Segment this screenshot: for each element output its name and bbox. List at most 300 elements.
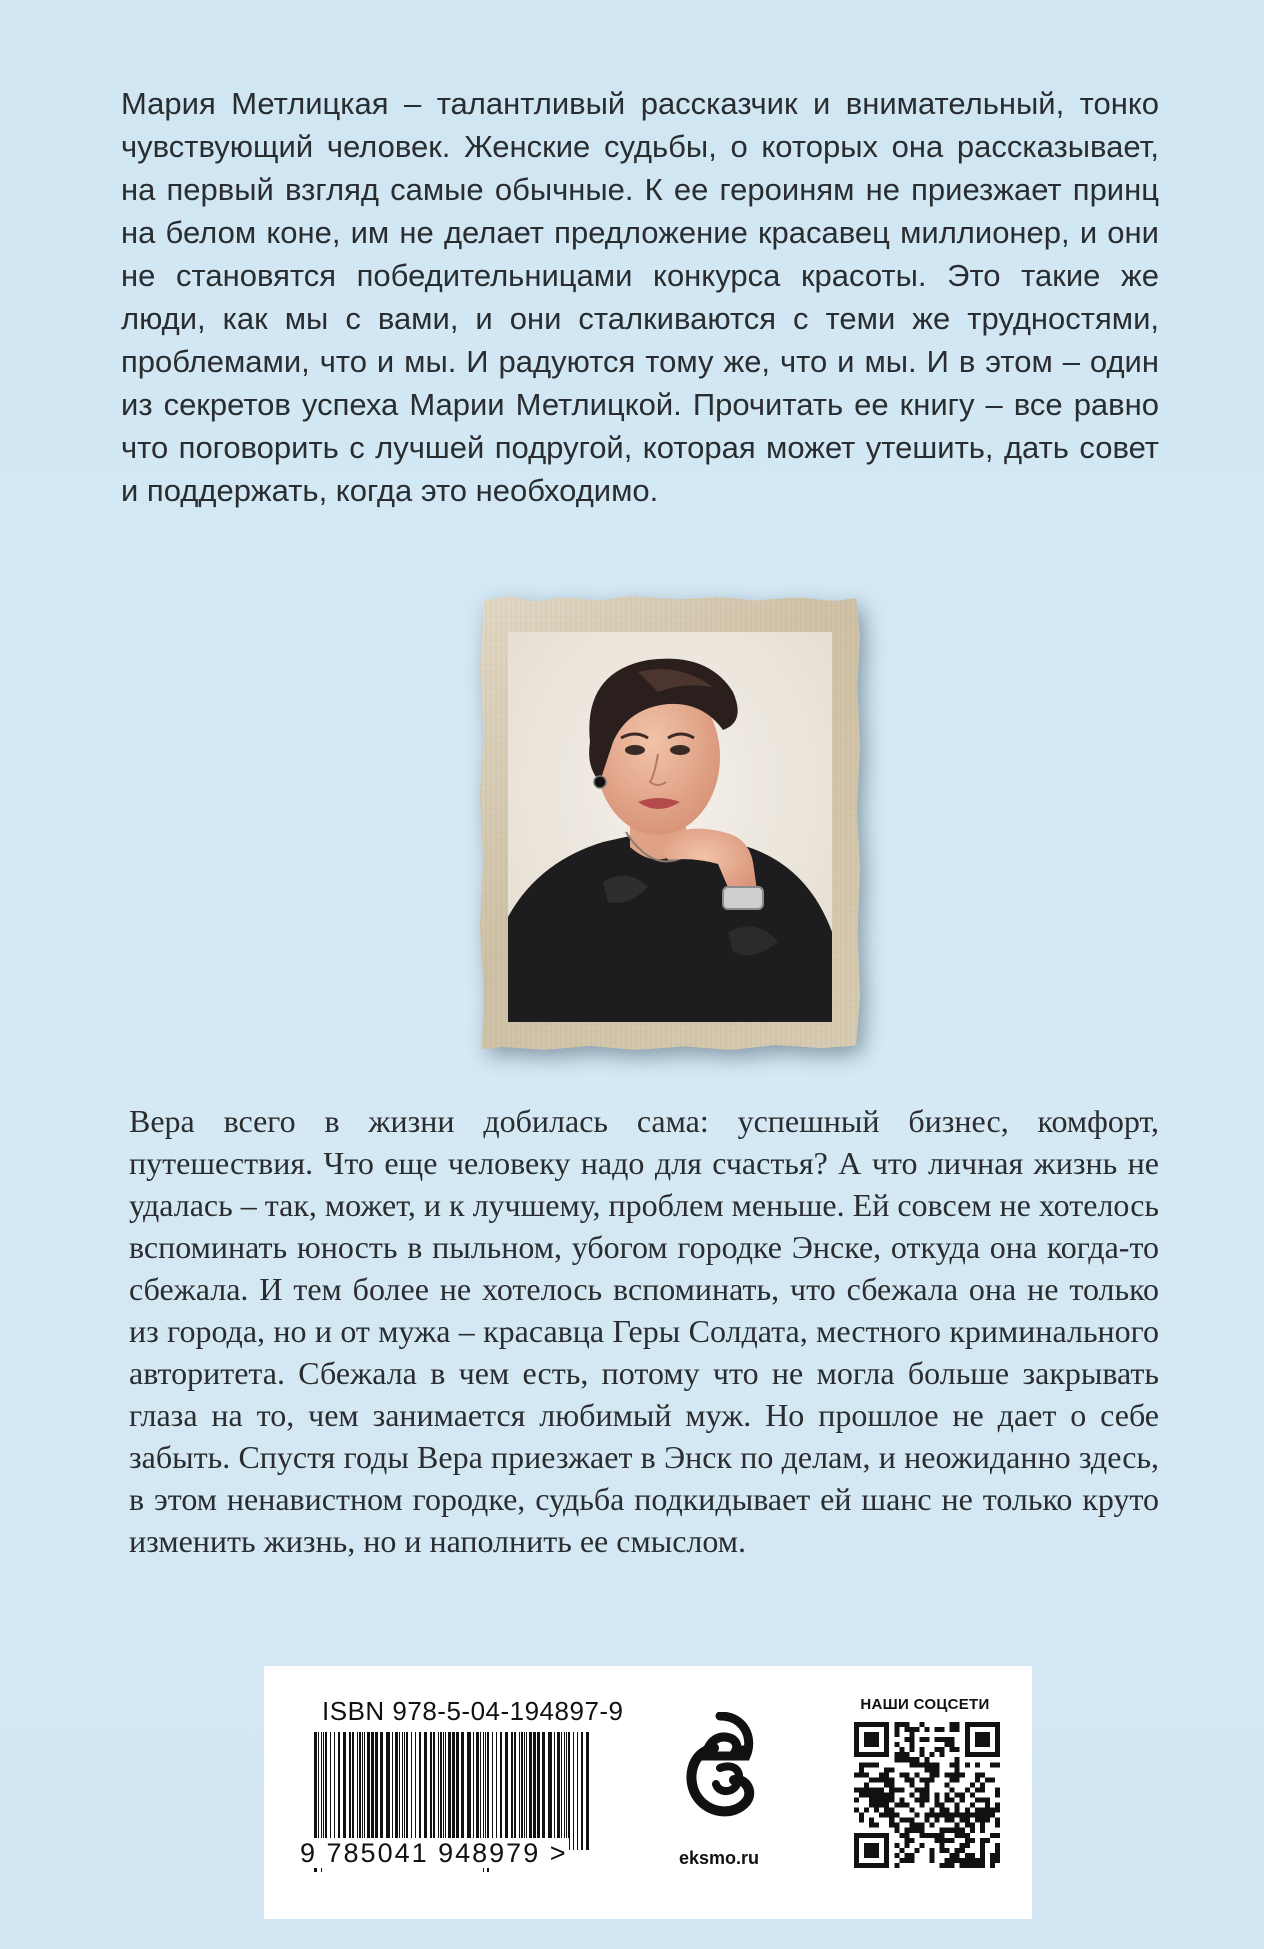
- qr-module: [909, 1747, 914, 1752]
- qr-module: [884, 1838, 889, 1843]
- qr-module: [874, 1823, 879, 1828]
- qr-module: [879, 1752, 884, 1757]
- qr-module: [894, 1863, 899, 1868]
- qr-module: [990, 1853, 995, 1858]
- qr-module: [919, 1798, 924, 1803]
- qr-module: [894, 1722, 899, 1727]
- qr-module: [950, 1727, 955, 1732]
- qr-module: [874, 1848, 879, 1853]
- qr-module: [945, 1828, 950, 1833]
- qr-module: [995, 1858, 1000, 1863]
- qr-module: [975, 1858, 980, 1863]
- qr-module: [864, 1853, 869, 1858]
- qr-module: [919, 1828, 924, 1833]
- qr-module: [854, 1742, 859, 1747]
- qr-module: [854, 1798, 859, 1803]
- qr-module: [995, 1762, 1000, 1767]
- qr-module: [930, 1762, 935, 1767]
- qr-module: [859, 1818, 864, 1823]
- barcode-bar: [392, 1732, 393, 1850]
- qr-module: [869, 1742, 874, 1747]
- qr-module: [864, 1833, 869, 1838]
- qr-module: [894, 1823, 899, 1828]
- qr-module: [965, 1853, 970, 1858]
- qr-module: [909, 1828, 914, 1833]
- qr-module: [859, 1813, 864, 1818]
- qr-module: [909, 1782, 914, 1787]
- barcode-bar: [318, 1732, 319, 1850]
- qr-module: [985, 1818, 990, 1823]
- barcode-bar: [357, 1732, 358, 1850]
- qr-module: [894, 1853, 899, 1858]
- qr-module: [955, 1767, 960, 1772]
- qr-module: [970, 1858, 975, 1863]
- qr-module: [894, 1757, 899, 1762]
- barcode-bar: [492, 1732, 493, 1850]
- qr-module: [889, 1777, 894, 1782]
- qr-module: [914, 1787, 919, 1792]
- barcode-bar: [399, 1732, 400, 1850]
- qr-module: [884, 1727, 889, 1732]
- qr-module: [965, 1727, 970, 1732]
- qr-module: [874, 1843, 879, 1848]
- qr-module: [950, 1828, 955, 1833]
- qr-module: [940, 1747, 945, 1752]
- qr-module: [950, 1777, 955, 1782]
- qr-module: [940, 1833, 945, 1838]
- qr-module: [980, 1798, 985, 1803]
- qr-module: [879, 1792, 884, 1797]
- qr-module: [995, 1853, 1000, 1858]
- qr-module: [995, 1818, 1000, 1823]
- qr-module: [935, 1737, 940, 1742]
- qr-module: [965, 1833, 970, 1838]
- qr-module: [985, 1798, 990, 1803]
- qr-module: [930, 1858, 935, 1863]
- barcode-bar: [330, 1732, 331, 1850]
- qr-module: [864, 1732, 869, 1737]
- qr-module: [975, 1808, 980, 1813]
- qr-module: [965, 1823, 970, 1828]
- qr-module: [859, 1833, 864, 1838]
- qr-module: [955, 1803, 960, 1808]
- qr-module: [909, 1732, 914, 1737]
- qr-module: [879, 1803, 884, 1808]
- qr-module: [899, 1747, 904, 1752]
- qr-module: [970, 1722, 975, 1727]
- qr-module: [960, 1833, 965, 1838]
- barcode-bar: [380, 1732, 383, 1850]
- qr-module: [955, 1722, 960, 1727]
- qr-module: [914, 1757, 919, 1762]
- qr-module: [960, 1858, 965, 1863]
- qr-code-icon[interactable]: [854, 1722, 1000, 1868]
- qr-module: [975, 1737, 980, 1742]
- qr-module: [894, 1752, 899, 1757]
- qr-module: [975, 1787, 980, 1792]
- qr-module: [894, 1803, 899, 1808]
- qr-module: [955, 1762, 960, 1767]
- qr-module: [970, 1813, 975, 1818]
- qr-module: [889, 1787, 894, 1792]
- qr-module: [985, 1777, 990, 1782]
- qr-module: [884, 1853, 889, 1858]
- barcode-bar: [533, 1732, 536, 1850]
- qr-module: [930, 1767, 935, 1772]
- qr-module: [965, 1737, 970, 1742]
- qr-module: [864, 1737, 869, 1742]
- qr-module: [950, 1858, 955, 1863]
- qr-module: [909, 1823, 914, 1828]
- qr-module: [899, 1833, 904, 1838]
- qr-module: [940, 1808, 945, 1813]
- qr-module: [879, 1813, 884, 1818]
- qr-module: [995, 1808, 1000, 1813]
- qr-module: [930, 1752, 935, 1757]
- qr-module: [930, 1808, 935, 1813]
- qr-module: [914, 1772, 919, 1777]
- qr-module: [935, 1772, 940, 1777]
- qr-module: [965, 1858, 970, 1863]
- qr-module: [924, 1798, 929, 1803]
- qr-module: [854, 1772, 859, 1777]
- qr-module: [995, 1742, 1000, 1747]
- qr-module: [874, 1722, 879, 1727]
- barcode-bar: [411, 1732, 412, 1850]
- qr-module: [909, 1777, 914, 1782]
- barcode-bar: [461, 1732, 464, 1850]
- qr-module: [950, 1742, 955, 1747]
- qr-module: [854, 1787, 859, 1792]
- barcode-bar: [404, 1732, 405, 1850]
- barcode-bar: [511, 1732, 513, 1850]
- qr-module: [854, 1747, 859, 1752]
- qr-module: [980, 1858, 985, 1863]
- qr-module: [975, 1742, 980, 1747]
- qr-module: [945, 1742, 950, 1747]
- barcode-bar: [443, 1732, 444, 1850]
- barcode-bar: [566, 1732, 567, 1850]
- barcode-bar: [467, 1732, 471, 1850]
- qr-module: [950, 1722, 955, 1727]
- qr-module: [970, 1792, 975, 1797]
- qr-module: [864, 1722, 869, 1727]
- barcode-bar: [367, 1732, 370, 1850]
- qr-module: [930, 1772, 935, 1777]
- qr-module: [854, 1732, 859, 1737]
- qr-module: [940, 1863, 945, 1868]
- qr-module: [985, 1732, 990, 1737]
- qr-module: [884, 1848, 889, 1853]
- barcode-bar: [352, 1732, 354, 1850]
- qr-module: [864, 1742, 869, 1747]
- qr-module: [889, 1808, 894, 1813]
- qr-module: [970, 1828, 975, 1833]
- qr-module: [950, 1818, 955, 1823]
- qr-module: [884, 1742, 889, 1747]
- qr-module: [874, 1742, 879, 1747]
- qr-module: [980, 1838, 985, 1843]
- qr-module: [985, 1722, 990, 1727]
- qr-module: [904, 1828, 909, 1833]
- qr-module: [904, 1757, 909, 1762]
- qr-module: [960, 1813, 965, 1818]
- qr-module: [935, 1762, 940, 1767]
- qr-module: [879, 1863, 884, 1868]
- qr-module: [899, 1772, 904, 1777]
- qr-module: [884, 1858, 889, 1863]
- barcode-bar: [577, 1732, 578, 1850]
- qr-module: [940, 1752, 945, 1757]
- qr-module: [874, 1737, 879, 1742]
- qr-module: [899, 1752, 904, 1757]
- qr-module: [874, 1792, 879, 1797]
- qr-module: [924, 1777, 929, 1782]
- barcode-bar: [485, 1732, 486, 1850]
- barcode-bar: [395, 1732, 398, 1850]
- qr-module: [990, 1762, 995, 1767]
- qr-module: [899, 1722, 904, 1727]
- qr-module: [904, 1818, 909, 1823]
- qr-module: [919, 1823, 924, 1828]
- qr-module: [899, 1757, 904, 1762]
- qr-module: [945, 1813, 950, 1818]
- barcode-bar: [452, 1732, 455, 1850]
- barcode-bar: [415, 1732, 416, 1850]
- qr-module: [909, 1853, 914, 1858]
- qr-module: [864, 1863, 869, 1868]
- qr-module: [965, 1747, 970, 1752]
- qr-module: [965, 1818, 970, 1823]
- qr-module: [864, 1792, 869, 1797]
- barcode-bar: [359, 1732, 361, 1850]
- qr-module: [995, 1737, 1000, 1742]
- qr-module: [930, 1777, 935, 1782]
- qr-module: [955, 1757, 960, 1762]
- qr-module: [950, 1787, 955, 1792]
- barcode-bar: [586, 1732, 589, 1850]
- qr-module: [904, 1752, 909, 1757]
- qr-module: [884, 1813, 889, 1818]
- qr-module: [980, 1853, 985, 1858]
- qr-module: [914, 1798, 919, 1803]
- qr-module: [955, 1858, 960, 1863]
- author-photo: [508, 632, 832, 1022]
- qr-module: [894, 1813, 899, 1818]
- qr-module: [960, 1772, 965, 1777]
- qr-module: [869, 1787, 874, 1792]
- qr-module: [975, 1752, 980, 1757]
- qr-module: [919, 1762, 924, 1767]
- qr-module: [869, 1823, 874, 1828]
- qr-module: [894, 1843, 899, 1848]
- qr-module: [859, 1752, 864, 1757]
- qr-module: [940, 1803, 945, 1808]
- barcode-bar: [564, 1732, 565, 1850]
- qr-module: [980, 1782, 985, 1787]
- qr-module: [879, 1772, 884, 1777]
- qr-module: [975, 1732, 980, 1737]
- qr-module: [884, 1833, 889, 1838]
- qr-module: [955, 1853, 960, 1858]
- qr-module: [990, 1777, 995, 1782]
- qr-module: [909, 1742, 914, 1747]
- qr-module: [935, 1798, 940, 1803]
- barcode-bar: [402, 1732, 403, 1850]
- qr-module: [975, 1798, 980, 1803]
- qr-module: [995, 1787, 1000, 1792]
- qr-module: [955, 1792, 960, 1797]
- qr-module: [909, 1737, 914, 1742]
- qr-module: [945, 1818, 950, 1823]
- qr-module: [874, 1777, 879, 1782]
- qr-module: [965, 1813, 970, 1818]
- qr-module: [955, 1808, 960, 1813]
- qr-module: [859, 1787, 864, 1792]
- qr-module: [985, 1808, 990, 1813]
- author-bio-text: Мария Метлицкая – талантливый рассказчик и внимательный, тонко чувствующий человек. Женские судьбы, о которых она рассказывает, на первый взгляд самые обычные. К ее героиням не приезжает принц на белом коне, им не делает предложение красавец миллионер, и они не становятся победительницами конкурса красоты. Это такие же люди, как мы с вами, и они сталкиваются с теми же трудностями, проблемами, что и мы. И радуются тому же, что и мы. И в этом – один из секретов успеха Марии Метлицкой. Прочитать ее книгу – все равно что поговорить с лучшей подругой, которая может утешить, дать совет и поддержать, когда это необходимо.: [121, 86, 1159, 508]
- qr-module: [990, 1722, 995, 1727]
- qr-module: [980, 1722, 985, 1727]
- qr-module: [955, 1813, 960, 1818]
- qr-module: [995, 1752, 1000, 1757]
- qr-module: [869, 1853, 874, 1858]
- qr-module: [909, 1757, 914, 1762]
- qr-module: [990, 1752, 995, 1757]
- barcode-bar: [581, 1732, 583, 1850]
- qr-module: [975, 1772, 980, 1777]
- qr-module: [940, 1838, 945, 1843]
- qr-module: [980, 1808, 985, 1813]
- qr-module: [970, 1752, 975, 1757]
- qr-module: [854, 1843, 859, 1848]
- qr-module: [945, 1798, 950, 1803]
- qr-module: [945, 1792, 950, 1797]
- qr-module: [980, 1737, 985, 1742]
- barcode-bar: [480, 1732, 481, 1850]
- qr-module: [879, 1722, 884, 1727]
- qr-module: [924, 1782, 929, 1787]
- qr-module: [864, 1787, 869, 1792]
- qr-module: [935, 1747, 940, 1752]
- eksmo-logo-icon[interactable]: [684, 1712, 756, 1832]
- qr-module: [869, 1818, 874, 1823]
- barcode-bar: [557, 1732, 560, 1850]
- qr-module: [975, 1762, 980, 1767]
- qr-module: [874, 1762, 879, 1767]
- qr-module: [965, 1787, 970, 1792]
- qr-module: [899, 1858, 904, 1863]
- qr-module: [965, 1742, 970, 1747]
- qr-module: [960, 1792, 965, 1797]
- qr-module: [864, 1762, 869, 1767]
- qr-module: [919, 1833, 924, 1838]
- qr-module: [924, 1757, 929, 1762]
- qr-module: [919, 1803, 924, 1808]
- qr-module: [889, 1767, 894, 1772]
- barcode-bar: [325, 1732, 327, 1850]
- qr-module: [950, 1798, 955, 1803]
- barcode-bar: [406, 1732, 408, 1850]
- qr-module: [884, 1747, 889, 1752]
- qr-module: [884, 1863, 889, 1868]
- barcode-bar: [386, 1732, 390, 1850]
- qr-module: [995, 1722, 1000, 1727]
- qr-module: [975, 1722, 980, 1727]
- qr-module: [945, 1782, 950, 1787]
- qr-module: [854, 1858, 859, 1863]
- qr-module: [889, 1782, 894, 1787]
- qr-module: [864, 1752, 869, 1757]
- qr-module: [899, 1798, 904, 1803]
- qr-module: [985, 1742, 990, 1747]
- qr-module: [935, 1727, 940, 1732]
- qr-module: [869, 1803, 874, 1808]
- qr-module: [859, 1762, 864, 1767]
- barcode-bar: [476, 1732, 479, 1850]
- qr-module: [909, 1727, 914, 1732]
- qr-module: [914, 1762, 919, 1767]
- qr-module: [884, 1752, 889, 1757]
- author-photo-frame: [480, 596, 860, 1050]
- qr-module: [889, 1818, 894, 1823]
- qr-module: [894, 1787, 899, 1792]
- qr-module: [904, 1843, 909, 1848]
- qr-module: [995, 1792, 1000, 1797]
- qr-module: [930, 1813, 935, 1818]
- qr-module: [904, 1777, 909, 1782]
- barcode-bar: [448, 1732, 451, 1850]
- qr-module: [869, 1792, 874, 1797]
- qr-module: [909, 1762, 914, 1767]
- qr-module: [864, 1848, 869, 1853]
- qr-module: [990, 1858, 995, 1863]
- barcode-bar: [496, 1732, 497, 1850]
- qr-module: [859, 1772, 864, 1777]
- qr-module: [950, 1737, 955, 1742]
- qr-module: [864, 1808, 869, 1813]
- qr-module: [950, 1772, 955, 1777]
- barcode-bar: [440, 1732, 442, 1850]
- qr-module: [884, 1737, 889, 1742]
- barcode-bar: [419, 1732, 421, 1850]
- qr-module: [990, 1808, 995, 1813]
- qr-module: [884, 1772, 889, 1777]
- barcode-bar: [537, 1732, 540, 1850]
- qr-module: [995, 1803, 1000, 1808]
- qr-module: [924, 1813, 929, 1818]
- qr-module: [919, 1843, 924, 1848]
- qr-module: [914, 1823, 919, 1828]
- qr-module: [914, 1848, 919, 1853]
- qr-module: [869, 1777, 874, 1782]
- qr-module: [955, 1833, 960, 1838]
- qr-module: [935, 1803, 940, 1808]
- publisher-url[interactable]: eksmo.ru: [678, 1848, 760, 1868]
- barcode-bar: [349, 1732, 351, 1850]
- qr-module: [990, 1863, 995, 1868]
- barcode-bar: [473, 1732, 474, 1850]
- qr-module: [904, 1858, 909, 1863]
- qr-module: [950, 1813, 955, 1818]
- qr-module: [919, 1737, 924, 1742]
- qr-module: [985, 1737, 990, 1742]
- barcode-bar: [445, 1732, 446, 1850]
- qr-module: [924, 1833, 929, 1838]
- qr-module: [909, 1792, 914, 1797]
- barcode-bar: [323, 1732, 324, 1850]
- qr-module: [919, 1722, 924, 1727]
